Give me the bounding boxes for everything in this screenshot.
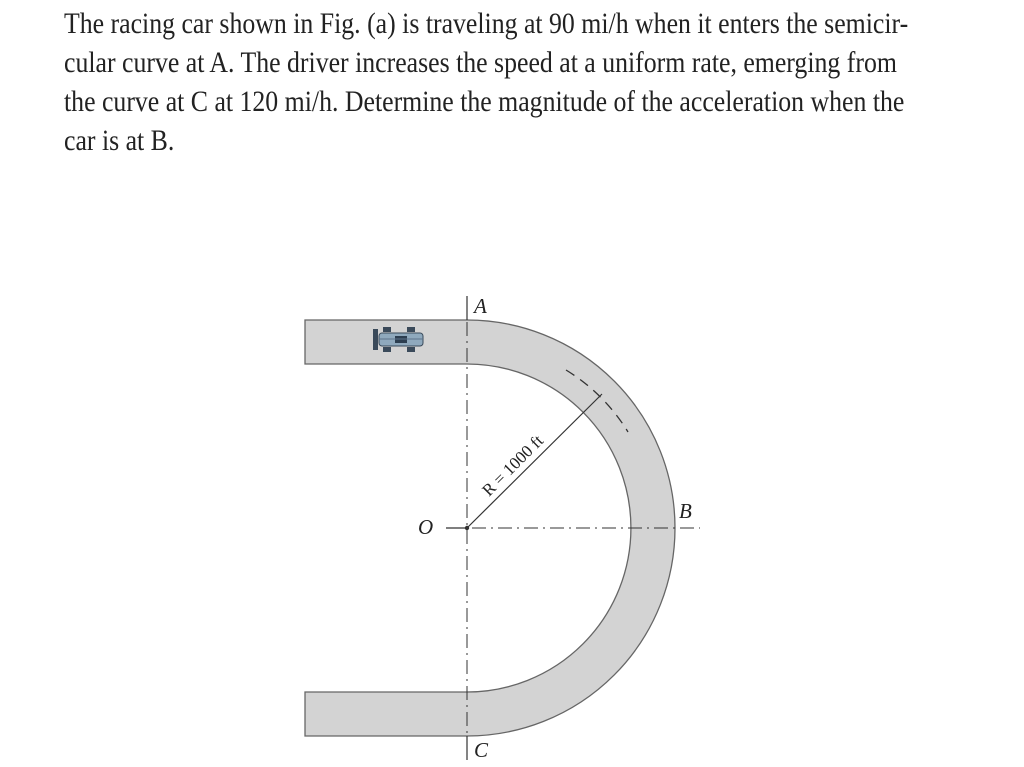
label-a: A [474,294,487,318]
track-surface [305,320,675,736]
problem-line-2: cular curve at A. The driver increases the speed at a uniform rate, emerging from [64,46,897,79]
label-c: C [474,738,489,762]
problem-line-3: the curve at C at 120 mi/h. Determine the magnitude of the acceleration when the [64,85,905,118]
problem-line-4: car is at B. [64,124,175,157]
problem-line-1: The racing car shown in Fig. (a) is traveling at 90 mi/h when it enters the semicir- [64,7,909,40]
label-o: O [418,515,434,539]
radius-label: R = 1000 ft [478,431,548,500]
radius-line [467,394,602,528]
center-point-o [465,526,469,530]
label-b: B [679,499,692,523]
